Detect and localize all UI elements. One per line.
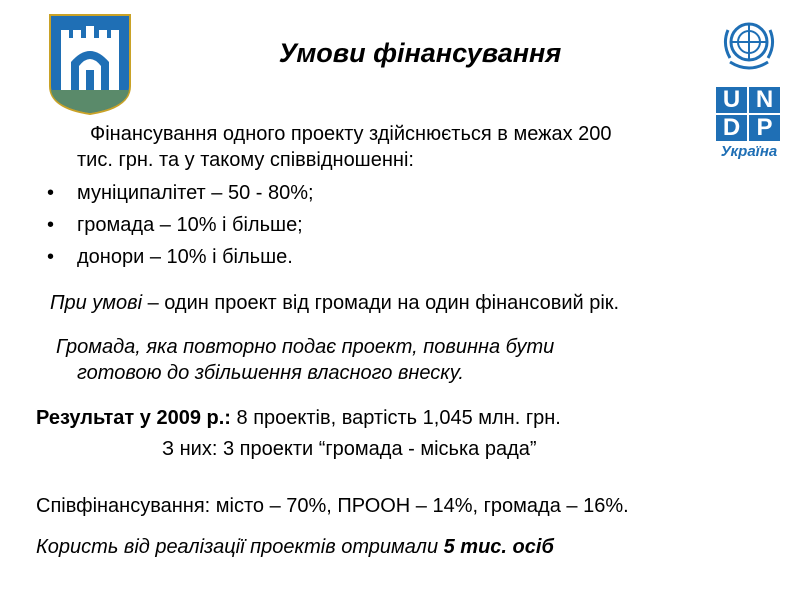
benefit-value: 5 тис. осіб [443, 536, 554, 558]
cofinancing-line: Співфінансування: місто – 70%, ПРООН – 14%, громада – 16%. [36, 495, 629, 517]
condition-rest: – один проект від громади на один фінансовий рік. [142, 292, 620, 314]
undp-country-label: Україна [720, 143, 778, 160]
condition-lead: При умові [50, 292, 143, 314]
repeat-note-line-2: готовою до збільшення власного внеску. [77, 362, 464, 384]
bullet-dot-icon: • [47, 214, 55, 236]
undp-letter-n: N [749, 87, 780, 113]
intro-line-1: Фінансування одного проекту здійснюється в межах 200 [90, 123, 612, 145]
result-value: 8 проектів, вартість 1,045 млн. грн. [230, 407, 561, 429]
undp-logo [716, 16, 782, 162]
bullet-text: муніципалітет – 50 - 80%; [77, 182, 314, 204]
repeat-note-line-1: Громада, яка повторно подає проект, повинна бути [56, 336, 555, 358]
bullet-item [47, 180, 314, 206]
undp-letter-p: P [749, 115, 780, 141]
bullet-dot-icon: • [47, 182, 55, 204]
undp-letter-d: D [716, 115, 747, 141]
bullet-text: донори – 10% і більше. [77, 246, 293, 268]
bullet-item [47, 212, 303, 238]
intro-line-2: тис. грн. та у такому співвідношенні: [77, 149, 414, 171]
benefit-line [36, 534, 554, 560]
un-emblem-icon [716, 16, 782, 78]
bullet-dot-icon: • [47, 246, 55, 268]
benefit-text: Користь від реалізації проектів отримали [36, 536, 444, 558]
result-line [36, 405, 561, 431]
bullet-item [47, 244, 293, 270]
condition-line [50, 290, 619, 316]
result-label: Результат у 2009 р.: [36, 407, 231, 429]
undp-letter-u: U [716, 87, 747, 113]
slide-title: Умови фінансування [278, 38, 562, 68]
result-sub-line: З них: 3 проекти “громада - міська рада” [162, 438, 537, 460]
bullet-text: громада – 10% і більше; [77, 214, 303, 236]
